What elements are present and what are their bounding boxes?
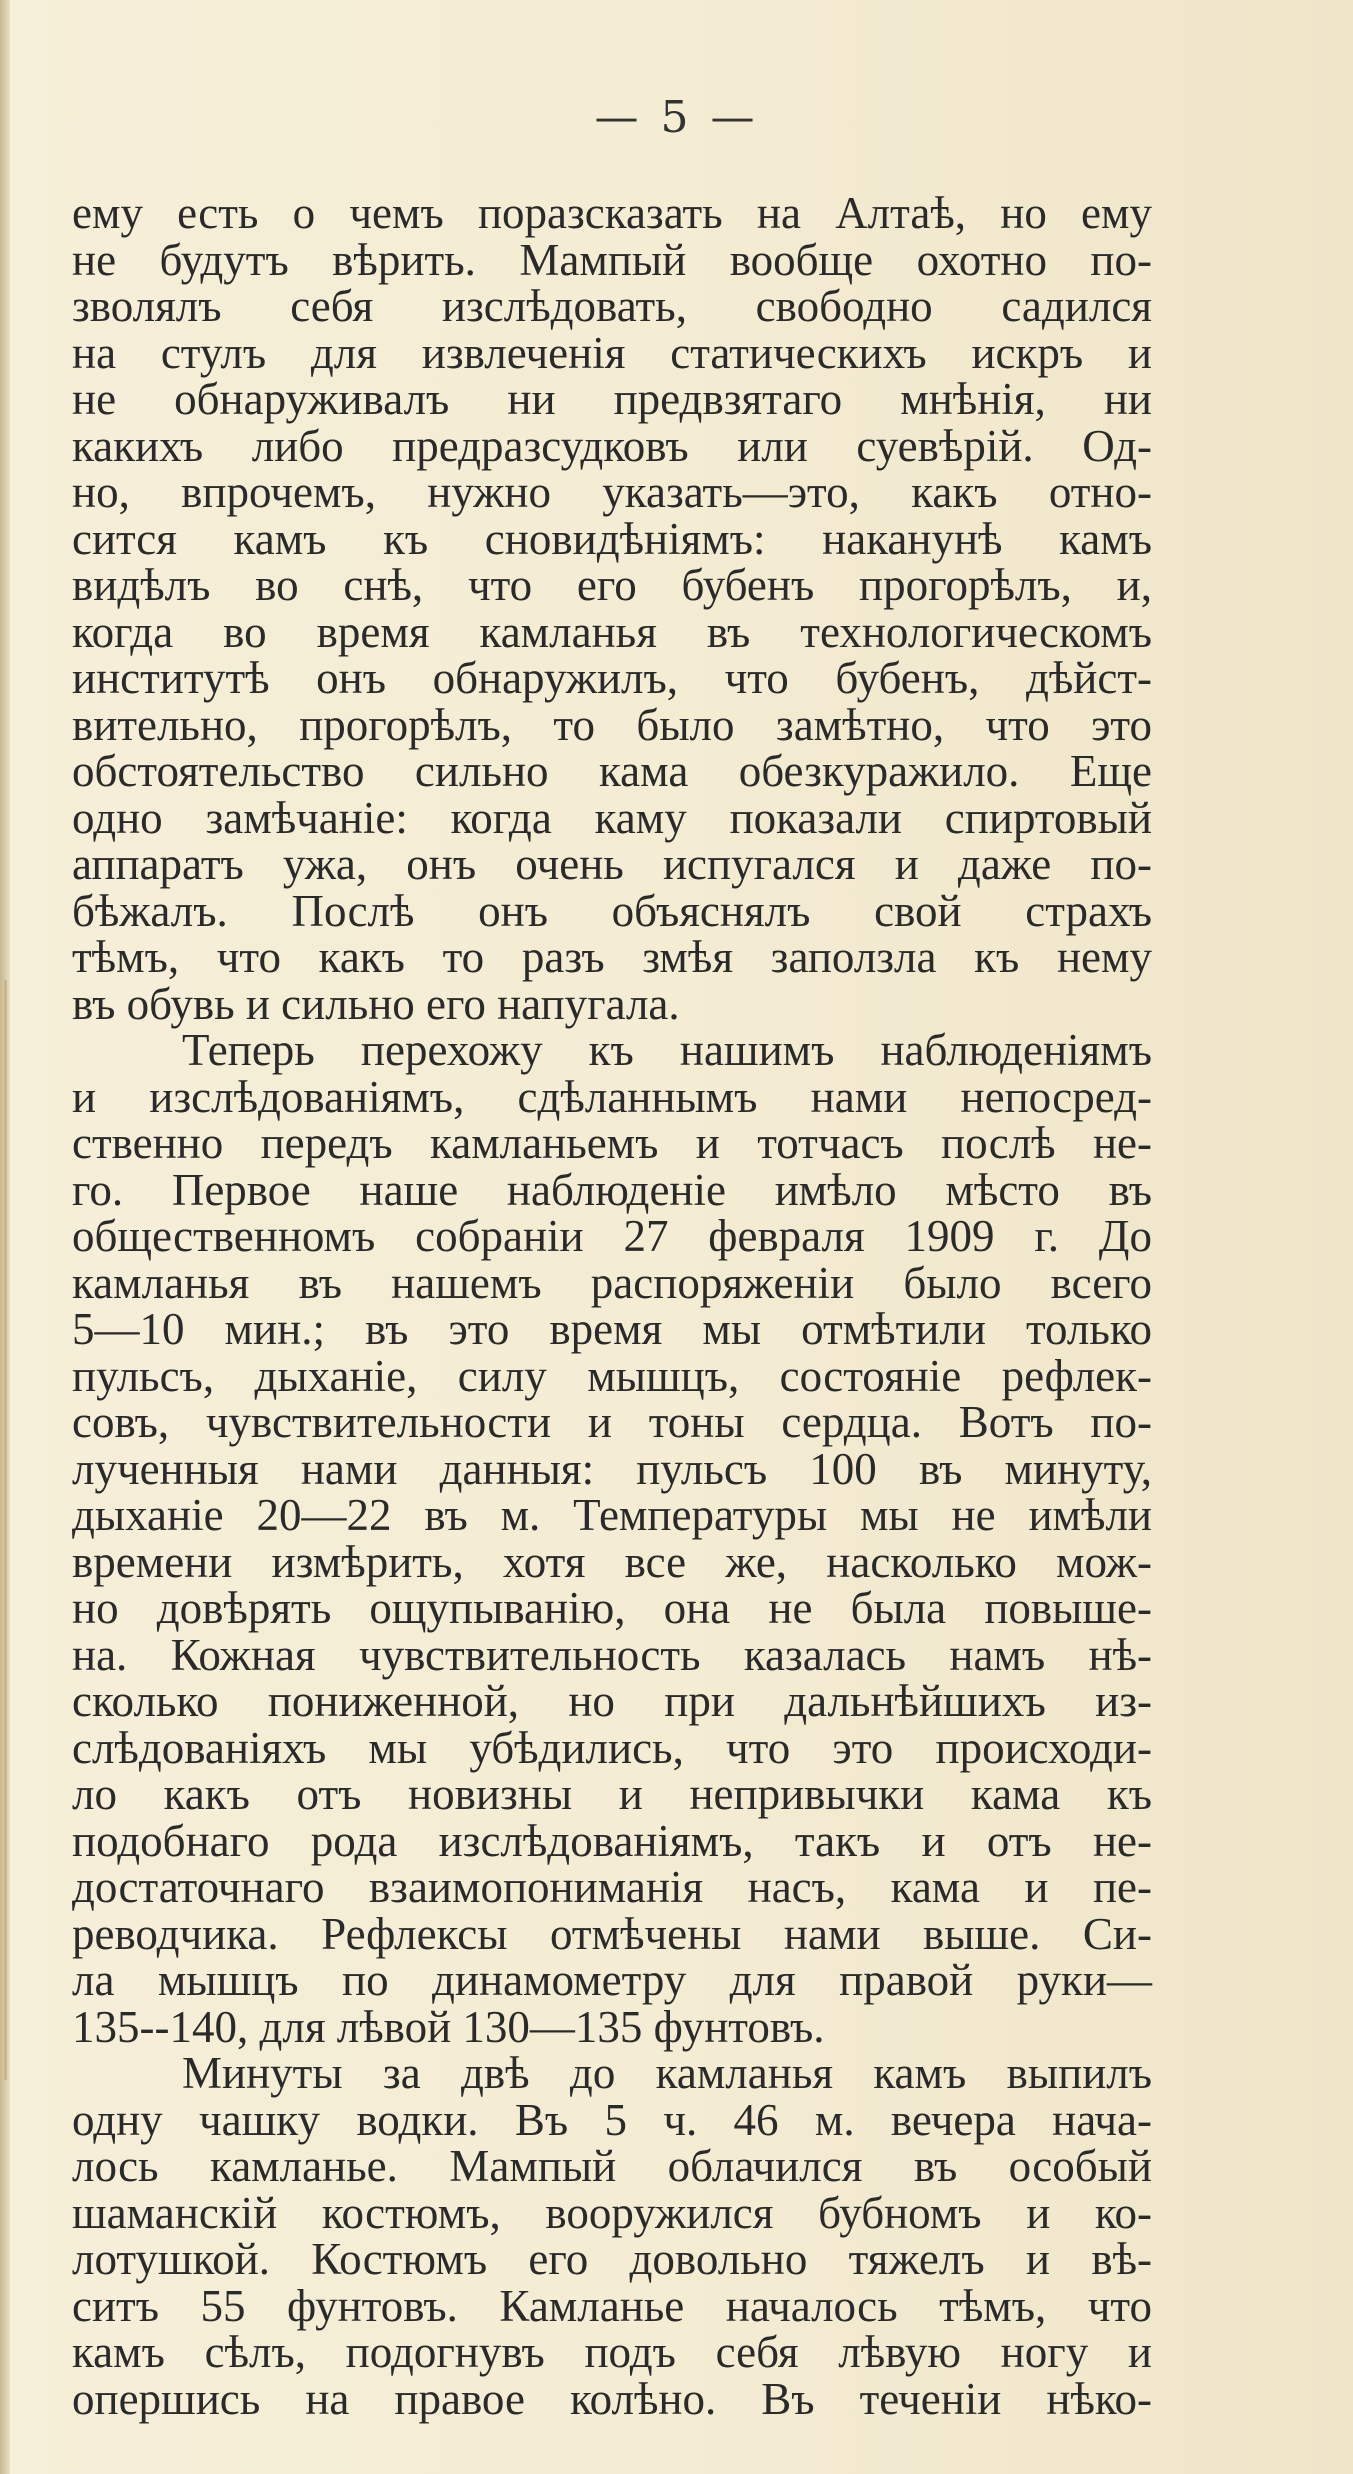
text-line: какихъ либо предразсудковъ или суевѣрій. Од- [72, 420, 1152, 471]
text-line: камъ сѣлъ, подогнувъ подъ себя лѣвую ногу и [72, 2327, 1152, 2377]
text-line: сится камъ къ сновидѣніямъ: наканунѣ камъ [72, 513, 1152, 564]
text-line: на. Кожная чувствительность казалась намъ нѣ- [72, 1629, 1152, 1680]
text-line: Минуты за двѣ до камланья камъ выпилъ [182, 2048, 1152, 2098]
text-line: въ обувь и сильно его напугала. [72, 978, 680, 1029]
body-text [72, 190, 1152, 2422]
text-line: ему есть о чемъ поразсказать на Алтаѣ, но ему [72, 188, 1152, 238]
text-line: общественномъ собраніи 27 февраля 1909 г. До [72, 1211, 1152, 1261]
text-line: лось камланье. Мампый облачился въ особый [72, 2141, 1152, 2191]
text-line: опершись на правое колѣно. Въ теченіи нѣко- [72, 2373, 1152, 2424]
text-line: аппаратъ ужа, онъ очень испугался и даже по- [72, 839, 1152, 889]
text-line: ло какъ отъ новизны и непривычки кама къ [72, 1769, 1152, 1819]
text-line: институтѣ онъ обнаружилъ, что бубенъ, дѣйст- [72, 653, 1152, 703]
text-line: ла мышцъ по динамометру для правой руки— [72, 1955, 1152, 2005]
text-line: совъ, чувствительности и тоны сердца. Вотъ по- [72, 1397, 1152, 1447]
text-line: одну чашку водки. Въ 5 ч. 46 м. вечера нача- [72, 2094, 1152, 2145]
text-line: но довѣрять ощупыванію, она не была повыше- [72, 1583, 1152, 1633]
margin-stain [4, 980, 7, 2080]
text-line: и изслѣдованіямъ, сдѣланнымъ нами непосред- [72, 1071, 1152, 1122]
text-line: шаманскій костюмъ, вооружился бубномъ и ко- [72, 2187, 1152, 2238]
text-line: на стулъ для извлеченія статическихъ искръ и [72, 327, 1152, 378]
text-line: не обнаруживалъ ни предвзятаго мнѣнія, ни [72, 374, 1152, 424]
text-line: лотушкой. Костюмъ его довольно тяжелъ и вѣ- [72, 2234, 1152, 2284]
text-line: ственно передъ камланьемъ и тотчасъ послѣ не- [72, 1118, 1152, 1168]
text-line: го. Первое наше наблюденіе имѣло мѣсто въ [72, 1164, 1152, 1215]
text-line: реводчика. Рефлексы отмѣчены нами выше. Си- [72, 1908, 1152, 1959]
text-line: когда во время камланья въ технологическомъ [72, 606, 1152, 657]
text-line: подобнаго рода изслѣдованіямъ, такъ и отъ не- [72, 1815, 1152, 1866]
text-line: дыханіе 20—22 въ м. Температуры мы не имѣли [72, 1490, 1152, 1540]
text-line: достаточнаго взаимопониманія насъ, кама и пе- [72, 1862, 1152, 1912]
text-line: ситъ 55 фунтовъ. Камланье началось тѣмъ, что [72, 2280, 1152, 2331]
page-number: — 5 — [594, 92, 759, 143]
text-line: Теперь перехожу къ нашимъ наблюденіямъ [182, 1025, 1152, 1075]
text-line: но, впрочемъ, нужно указать—это, какъ отно- [72, 467, 1152, 517]
text-line: бѣжалъ. Послѣ онъ объяснялъ свой страхъ [72, 885, 1152, 936]
text-line: пульсъ, дыханіе, силу мышцъ, состояніе рефлек- [72, 1350, 1152, 1401]
text-line: одно замѣчаніе: когда каму показали спиртовый [72, 792, 1152, 843]
text-line: зволялъ себя изслѣдовать, свободно садился [72, 281, 1152, 331]
text-line: не будутъ вѣрить. Мампый вообще охотно по- [72, 234, 1152, 285]
text-line: 135--140, для лѣвой 130—135 фунтовъ. [72, 2001, 825, 2052]
text-line: тѣмъ, что какъ то разъ змѣя заползла къ нему [72, 932, 1152, 982]
text-line: лученныя нами данныя: пульсъ 100 въ минуту, [72, 1443, 1152, 1494]
text-line: вительно, прогорѣлъ, то было замѣтно, что это [72, 699, 1152, 750]
text-line: сколько пониженной, но при дальнѣйшихъ из- [72, 1676, 1152, 1726]
text-line: слѣдованіяхъ мы убѣдились, что это происходи- [72, 1722, 1152, 1773]
text-line: времени измѣрить, хотя все же, насколько мож- [72, 1536, 1152, 1587]
text-line: видѣлъ во снѣ, что его бубенъ прогорѣлъ, и, [72, 560, 1152, 610]
text-line: обстоятельство сильно кама обезкуражило. Еще [72, 746, 1152, 796]
text-line: камланья въ нашемъ распоряженіи было всего [72, 1257, 1152, 1308]
text-line: 5—10 мин.; въ это время мы отмѣтили только [72, 1304, 1152, 1354]
